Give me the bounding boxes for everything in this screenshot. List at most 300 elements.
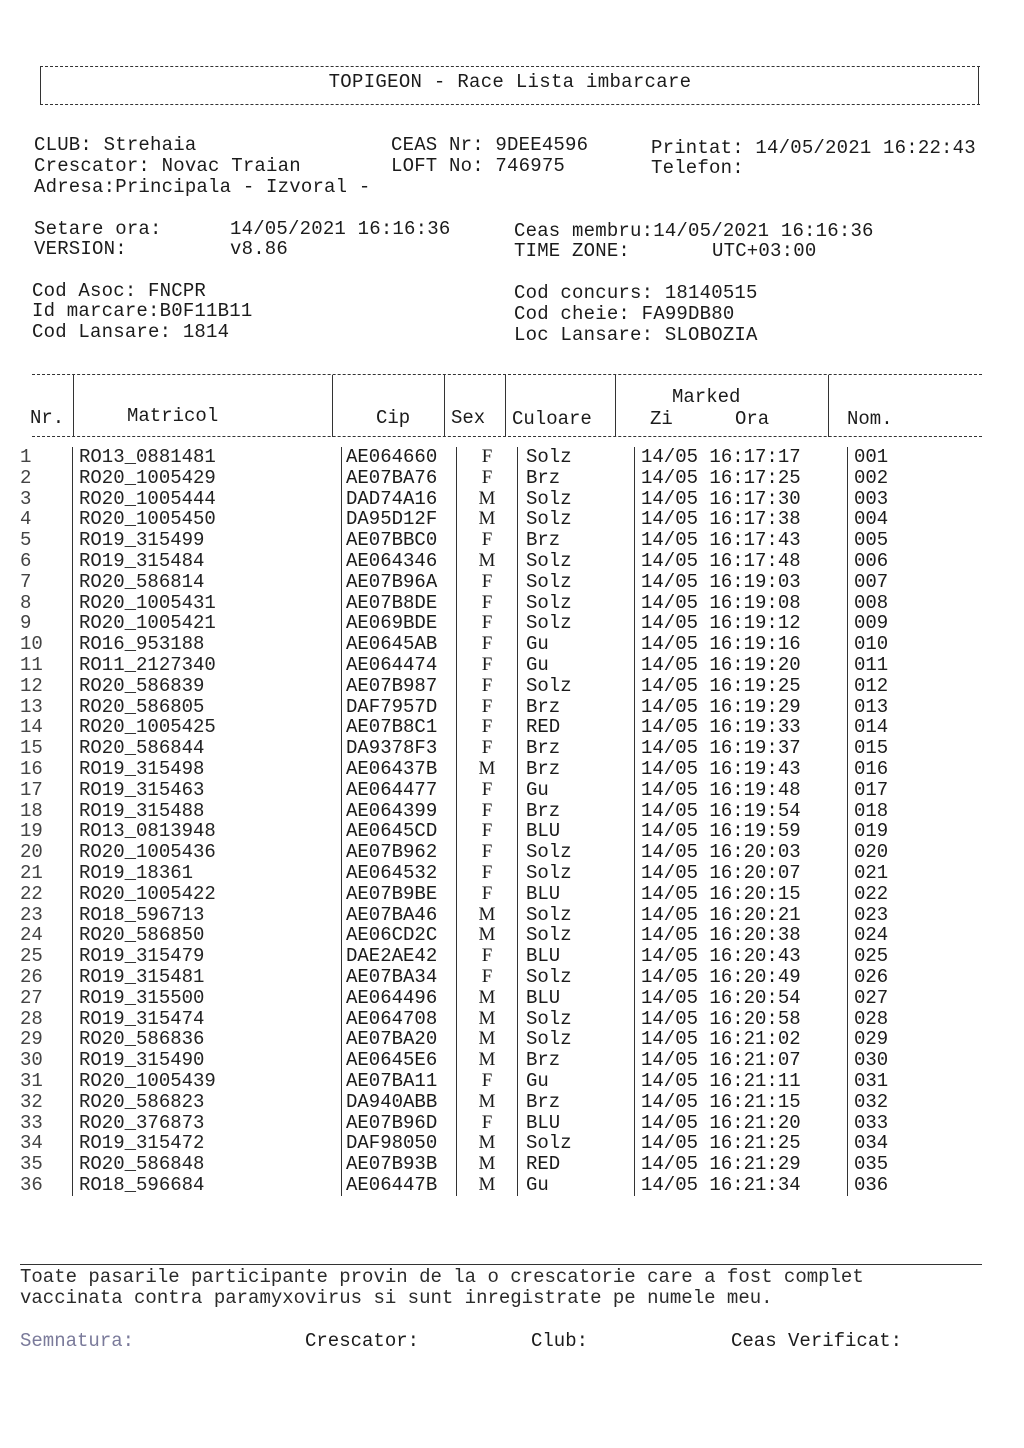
row-nr: 14 bbox=[20, 716, 43, 739]
row-culoare: Solz bbox=[518, 551, 635, 572]
row-sex: F bbox=[457, 530, 518, 551]
row-nr: 19 bbox=[20, 820, 43, 843]
row-nom: 009 bbox=[848, 613, 915, 634]
row-culoare: Gu bbox=[518, 1175, 635, 1196]
row-culoare: BLU bbox=[518, 884, 635, 905]
header-nom: Nom. bbox=[847, 408, 893, 430]
row-marked: 14/05 16:21:15 bbox=[635, 1092, 848, 1113]
row-cip: AE064399 bbox=[342, 801, 457, 822]
row-marked: 14/05 16:19:03 bbox=[635, 572, 848, 593]
row-matricol: RO20_1005431 bbox=[73, 593, 342, 614]
club: CLUB: Strehaia bbox=[34, 134, 197, 156]
row-culoare: Gu bbox=[518, 1071, 635, 1092]
row-sex: M bbox=[457, 1050, 518, 1071]
row-nr: 2 bbox=[20, 466, 32, 489]
row-cip: AE064532 bbox=[342, 863, 457, 884]
row-sex: F bbox=[457, 655, 518, 676]
row-sex: F bbox=[457, 697, 518, 718]
row-culoare: Solz bbox=[518, 613, 635, 634]
row-marked: 14/05 16:17:43 bbox=[635, 530, 848, 551]
time-zone-value: UTC+03:00 bbox=[712, 240, 817, 262]
row-nom: 032 bbox=[848, 1092, 915, 1113]
cod-asoc: Cod Asoc: FNCPR bbox=[32, 280, 207, 302]
row-cip: AE069BDE bbox=[342, 613, 457, 634]
row-sex: M bbox=[457, 1029, 518, 1050]
row-nom: 036 bbox=[848, 1175, 915, 1196]
row-sex: M bbox=[457, 905, 518, 926]
row-marked: 14/05 16:20:38 bbox=[635, 925, 848, 946]
row-matricol: RO19_315484 bbox=[73, 551, 342, 572]
row-nom: 003 bbox=[848, 489, 915, 510]
row-matricol: RO19_315463 bbox=[73, 780, 342, 801]
row-matricol: RO20_376873 bbox=[73, 1113, 342, 1134]
row-cip: DAE2AE42 bbox=[342, 946, 457, 967]
vaccination-statement-line1: Toate pasarile participante provin de la o crescatorie care a fost complet bbox=[20, 1266, 864, 1288]
row-matricol: RO20_1005444 bbox=[73, 489, 342, 510]
header-marked: Marked bbox=[672, 386, 741, 408]
table-row bbox=[20, 717, 914, 738]
row-culoare: Brz bbox=[518, 530, 635, 551]
row-matricol: RO11_2127340 bbox=[73, 655, 342, 676]
row-sex: M bbox=[457, 489, 518, 510]
row-culoare: Solz bbox=[518, 863, 635, 884]
row-nom: 007 bbox=[848, 572, 915, 593]
row-cip: DA940ABB bbox=[342, 1092, 457, 1113]
row-culoare: BLU bbox=[518, 821, 635, 842]
table-row bbox=[20, 1113, 914, 1134]
row-sex: M bbox=[457, 1009, 518, 1030]
vaccination-statement-line2: vaccinata contra paramyxovirus si sunt inregistrate pe numele meu. bbox=[20, 1287, 773, 1309]
row-nr: 15 bbox=[20, 737, 43, 760]
row-sex: M bbox=[457, 925, 518, 946]
row-culoare: RED bbox=[518, 1154, 635, 1175]
table-row bbox=[20, 1092, 914, 1113]
table-row bbox=[20, 1050, 914, 1071]
row-marked: 14/05 16:17:48 bbox=[635, 551, 848, 572]
row-matricol: RO20_586850 bbox=[73, 925, 342, 946]
row-matricol: RO20_586836 bbox=[73, 1029, 342, 1050]
row-cip: AE07BA46 bbox=[342, 905, 457, 926]
row-cip: AE0645AB bbox=[342, 634, 457, 655]
row-matricol: RO20_586814 bbox=[73, 572, 342, 593]
row-culoare: Gu bbox=[518, 780, 635, 801]
row-cip: AE064474 bbox=[342, 655, 457, 676]
header-matricol: Matricol bbox=[127, 405, 219, 427]
row-cip: DAF7957D bbox=[342, 697, 457, 718]
cod-lansare: Cod Lansare: 1814 bbox=[32, 321, 230, 343]
row-culoare: Solz bbox=[518, 1133, 635, 1154]
row-sex: M bbox=[457, 759, 518, 780]
header-cip: Cip bbox=[376, 407, 411, 429]
row-marked: 14/05 16:20:54 bbox=[635, 988, 848, 1009]
header-divider bbox=[73, 375, 74, 437]
row-nom: 033 bbox=[848, 1113, 915, 1134]
table-row bbox=[20, 509, 914, 530]
table-row bbox=[20, 821, 914, 842]
setare-ora-label: Setare ora: bbox=[34, 218, 162, 240]
row-nom: 017 bbox=[848, 780, 915, 801]
table-row bbox=[20, 530, 914, 551]
title-top-border bbox=[40, 66, 980, 67]
row-matricol: RO13_0881481 bbox=[73, 447, 342, 468]
row-matricol: RO18_596684 bbox=[73, 1175, 342, 1196]
row-nr: 26 bbox=[20, 965, 43, 988]
header-sex: Sex bbox=[451, 407, 486, 429]
row-marked: 14/05 16:21:34 bbox=[635, 1175, 848, 1196]
row-matricol: RO20_586844 bbox=[73, 738, 342, 759]
row-marked: 14/05 16:21:07 bbox=[635, 1050, 848, 1071]
crescator-label: Crescator: bbox=[305, 1330, 420, 1352]
row-sex: M bbox=[457, 1133, 518, 1154]
time-zone-label: TIME ZONE: bbox=[514, 240, 631, 262]
row-nr: 17 bbox=[20, 778, 43, 801]
row-culoare: Brz bbox=[518, 1050, 635, 1071]
ceas-membru: Ceas membru:14/05/2021 16:16:36 bbox=[514, 220, 874, 242]
row-nom: 023 bbox=[848, 905, 915, 926]
row-culoare: Solz bbox=[518, 676, 635, 697]
row-cip: DA95D12F bbox=[342, 509, 457, 530]
row-culoare: BLU bbox=[518, 1113, 635, 1134]
row-nom: 012 bbox=[848, 676, 915, 697]
header-divider bbox=[828, 375, 829, 437]
row-marked: 14/05 16:17:38 bbox=[635, 509, 848, 530]
row-matricol: RO20_586805 bbox=[73, 697, 342, 718]
row-cip: AE07B93B bbox=[342, 1154, 457, 1175]
table-row bbox=[20, 842, 914, 863]
row-matricol: RO20_586823 bbox=[73, 1092, 342, 1113]
row-matricol: RO19_18361 bbox=[73, 863, 342, 884]
row-sex: M bbox=[457, 1175, 518, 1196]
adresa: Adresa:Principala - Izvoral - bbox=[34, 176, 371, 198]
row-nom: 022 bbox=[848, 884, 915, 905]
row-marked: 14/05 16:19:43 bbox=[635, 759, 848, 780]
row-marked: 14/05 16:17:30 bbox=[635, 489, 848, 510]
row-marked: 14/05 16:19:29 bbox=[635, 697, 848, 718]
row-cip: AE07B8DE bbox=[342, 593, 457, 614]
row-culoare: Solz bbox=[518, 967, 635, 988]
table-row bbox=[20, 988, 914, 1009]
row-marked: 14/05 16:20:21 bbox=[635, 905, 848, 926]
cod-concurs: Cod concurs: 18140515 bbox=[514, 282, 758, 304]
row-marked: 14/05 16:19:25 bbox=[635, 676, 848, 697]
row-nr: 7 bbox=[20, 570, 32, 593]
table-row bbox=[20, 1071, 914, 1092]
row-culoare: Gu bbox=[518, 655, 635, 676]
header-nr: Nr. bbox=[30, 407, 65, 429]
telefon: Telefon: bbox=[651, 157, 744, 179]
table-row bbox=[20, 655, 914, 676]
ceas-nr: CEAS Nr: 9DEE4596 bbox=[391, 134, 589, 156]
row-cip: AE07B987 bbox=[342, 676, 457, 697]
header-zi: Zi bbox=[650, 408, 673, 430]
row-marked: 14/05 16:19:20 bbox=[635, 655, 848, 676]
table-row bbox=[20, 489, 914, 510]
row-nr: 9 bbox=[20, 612, 32, 635]
row-nom: 025 bbox=[848, 946, 915, 967]
row-marked: 14/05 16:21:20 bbox=[635, 1113, 848, 1134]
row-marked: 14/05 16:20:49 bbox=[635, 967, 848, 988]
row-nom: 001 bbox=[848, 447, 915, 468]
row-sex: F bbox=[457, 801, 518, 822]
row-culoare: RED bbox=[518, 717, 635, 738]
row-nr: 29 bbox=[20, 1028, 43, 1051]
row-cip: AE07BA76 bbox=[342, 468, 457, 489]
table-row bbox=[20, 884, 914, 905]
row-matricol: RO19_315472 bbox=[73, 1133, 342, 1154]
row-culoare: Brz bbox=[518, 1092, 635, 1113]
header-divider bbox=[332, 375, 333, 437]
row-sex: F bbox=[457, 780, 518, 801]
row-nom: 013 bbox=[848, 697, 915, 718]
row-nom: 031 bbox=[848, 1071, 915, 1092]
row-nom: 005 bbox=[848, 530, 915, 551]
table-row bbox=[20, 759, 914, 780]
table-row bbox=[20, 1029, 914, 1050]
row-nr: 27 bbox=[20, 986, 43, 1009]
row-matricol: RO19_315499 bbox=[73, 530, 342, 551]
header-ora: Ora bbox=[735, 408, 770, 430]
row-nr: 35 bbox=[20, 1153, 43, 1176]
row-nr: 24 bbox=[20, 924, 43, 947]
row-culoare: Solz bbox=[518, 509, 635, 530]
row-sex: F bbox=[457, 447, 518, 468]
row-sex: F bbox=[457, 884, 518, 905]
row-cip: AE064496 bbox=[342, 988, 457, 1009]
row-nr: 1 bbox=[20, 446, 32, 468]
row-culoare: Solz bbox=[518, 1029, 635, 1050]
row-matricol: RO19_315481 bbox=[73, 967, 342, 988]
row-nom: 026 bbox=[848, 967, 915, 988]
row-culoare: Brz bbox=[518, 697, 635, 718]
row-nom: 018 bbox=[848, 801, 915, 822]
row-cip: AE0645E6 bbox=[342, 1050, 457, 1071]
row-cip: AE0645CD bbox=[342, 821, 457, 842]
table-row bbox=[20, 676, 914, 697]
table-row bbox=[20, 863, 914, 884]
table-row bbox=[20, 634, 914, 655]
row-culoare: Brz bbox=[518, 468, 635, 489]
table-row bbox=[20, 447, 914, 468]
row-sex: F bbox=[457, 1113, 518, 1134]
row-sex: M bbox=[457, 988, 518, 1009]
header-divider bbox=[615, 375, 616, 437]
row-marked: 14/05 16:19:54 bbox=[635, 801, 848, 822]
row-culoare: Brz bbox=[518, 759, 635, 780]
row-cip: DAD74A16 bbox=[342, 489, 457, 510]
table-row bbox=[20, 697, 914, 718]
row-nom: 024 bbox=[848, 925, 915, 946]
table-row bbox=[20, 801, 914, 822]
row-matricol: RO19_315500 bbox=[73, 988, 342, 1009]
row-culoare: BLU bbox=[518, 946, 635, 967]
row-nr: 10 bbox=[20, 633, 43, 656]
row-nom: 035 bbox=[848, 1154, 915, 1175]
row-nr: 12 bbox=[20, 674, 43, 697]
row-nr: 8 bbox=[20, 591, 32, 614]
row-marked: 14/05 16:19:59 bbox=[635, 821, 848, 842]
table-row bbox=[20, 613, 914, 634]
row-culoare: Solz bbox=[518, 1009, 635, 1030]
club-label: Club: bbox=[531, 1330, 589, 1352]
row-nom: 030 bbox=[848, 1050, 915, 1071]
row-nom: 019 bbox=[848, 821, 915, 842]
row-marked: 14/05 16:20:58 bbox=[635, 1009, 848, 1030]
row-sex: F bbox=[457, 738, 518, 759]
row-matricol: RO20_1005425 bbox=[73, 717, 342, 738]
row-cip: AE07B9BE bbox=[342, 884, 457, 905]
row-nr: 16 bbox=[20, 757, 43, 780]
row-marked: 14/05 16:21:02 bbox=[635, 1029, 848, 1050]
row-sex: F bbox=[457, 863, 518, 884]
table-row bbox=[20, 468, 914, 489]
loc-lansare: Loc Lansare: SLOBOZIA bbox=[514, 324, 758, 346]
page-title: TOPIGEON - Race Lista imbarcare bbox=[328, 71, 692, 93]
row-culoare: Solz bbox=[518, 925, 635, 946]
row-sex: F bbox=[457, 967, 518, 988]
row-marked: 14/05 16:21:29 bbox=[635, 1154, 848, 1175]
row-nr: 11 bbox=[20, 653, 43, 676]
row-nom: 004 bbox=[848, 509, 915, 530]
row-nr: 34 bbox=[20, 1132, 43, 1155]
row-sex: F bbox=[457, 572, 518, 593]
table-row bbox=[20, 946, 914, 967]
row-nom: 021 bbox=[848, 863, 915, 884]
row-sex: F bbox=[457, 821, 518, 842]
row-nr: 31 bbox=[20, 1069, 43, 1092]
row-nom: 016 bbox=[848, 759, 915, 780]
row-nr: 22 bbox=[20, 882, 43, 905]
row-sex: M bbox=[457, 1092, 518, 1113]
header-divider bbox=[505, 375, 506, 437]
row-nr: 5 bbox=[20, 529, 32, 552]
row-nr: 32 bbox=[20, 1090, 43, 1113]
row-nom: 006 bbox=[848, 551, 915, 572]
row-culoare: Gu bbox=[518, 634, 635, 655]
row-cip: DAF98050 bbox=[342, 1133, 457, 1154]
row-culoare: Brz bbox=[518, 738, 635, 759]
row-cip: AE07BA34 bbox=[342, 967, 457, 988]
row-nr: 28 bbox=[20, 1007, 43, 1030]
row-cip: DA9378F3 bbox=[342, 738, 457, 759]
footer-rule bbox=[20, 1264, 982, 1265]
row-nr: 23 bbox=[20, 903, 43, 926]
loft-no: LOFT No: 746975 bbox=[391, 155, 566, 177]
row-sex: F bbox=[457, 717, 518, 738]
version-label: VERSION: bbox=[34, 238, 127, 260]
table-header-top-border bbox=[32, 374, 982, 375]
row-culoare: Solz bbox=[518, 572, 635, 593]
row-marked: 14/05 16:17:25 bbox=[635, 468, 848, 489]
row-cip: AE064477 bbox=[342, 780, 457, 801]
cod-cheie: Cod cheie: FA99DB80 bbox=[514, 303, 735, 325]
row-matricol: RO20_1005439 bbox=[73, 1071, 342, 1092]
row-nom: 002 bbox=[848, 468, 915, 489]
table-header-bottom-border bbox=[32, 436, 982, 437]
ceas-verificat-label: Ceas Verificat: bbox=[731, 1330, 903, 1352]
table-row bbox=[20, 1175, 914, 1196]
row-sex: F bbox=[457, 634, 518, 655]
row-cip: AE07BA20 bbox=[342, 1029, 457, 1050]
row-cip: AE06CD2C bbox=[342, 925, 457, 946]
row-cip: AE064708 bbox=[342, 1009, 457, 1030]
row-nom: 029 bbox=[848, 1029, 915, 1050]
row-nr: 25 bbox=[20, 945, 43, 968]
row-sex: F bbox=[457, 593, 518, 614]
row-marked: 14/05 16:19:08 bbox=[635, 593, 848, 614]
row-marked: 14/05 16:19:16 bbox=[635, 634, 848, 655]
row-matricol: RO20_1005429 bbox=[73, 468, 342, 489]
row-marked: 14/05 16:19:33 bbox=[635, 717, 848, 738]
row-sex: F bbox=[457, 1071, 518, 1092]
header-culoare: Culoare bbox=[512, 408, 592, 430]
row-nom: 011 bbox=[848, 655, 915, 676]
row-nom: 027 bbox=[848, 988, 915, 1009]
row-matricol: RO19_315490 bbox=[73, 1050, 342, 1071]
row-marked: 14/05 16:20:07 bbox=[635, 863, 848, 884]
row-culoare: Brz bbox=[518, 801, 635, 822]
row-matricol: RO20_1005436 bbox=[73, 842, 342, 863]
row-cip: AE064346 bbox=[342, 551, 457, 572]
row-nr: 33 bbox=[20, 1111, 43, 1134]
table-row bbox=[20, 967, 914, 988]
row-nr: 18 bbox=[20, 799, 43, 822]
row-nr: 13 bbox=[20, 695, 43, 718]
row-cip: AE064660 bbox=[342, 447, 457, 468]
table-row bbox=[20, 593, 914, 614]
row-sex: F bbox=[457, 468, 518, 489]
row-matricol: RO19_315488 bbox=[73, 801, 342, 822]
row-marked: 14/05 16:19:37 bbox=[635, 738, 848, 759]
row-nr: 36 bbox=[20, 1173, 43, 1196]
row-cip: AE07B8C1 bbox=[342, 717, 457, 738]
row-sex: M bbox=[457, 551, 518, 572]
row-nr: 30 bbox=[20, 1049, 43, 1072]
crescator: Crescator: Novac Traian bbox=[34, 155, 301, 177]
row-nom: 015 bbox=[848, 738, 915, 759]
row-culoare: Solz bbox=[518, 905, 635, 926]
row-matricol: RO19_315498 bbox=[73, 759, 342, 780]
row-matricol: RO13_0813948 bbox=[73, 821, 342, 842]
row-nom: 034 bbox=[848, 1133, 915, 1154]
row-sex: F bbox=[457, 676, 518, 697]
row-marked: 14/05 16:21:25 bbox=[635, 1133, 848, 1154]
row-nr: 4 bbox=[20, 508, 32, 531]
row-culoare: Solz bbox=[518, 842, 635, 863]
row-culoare: Solz bbox=[518, 489, 635, 510]
row-sex: M bbox=[457, 509, 518, 530]
row-cip: AE07B96D bbox=[342, 1113, 457, 1134]
row-matricol: RO20_586848 bbox=[73, 1154, 342, 1175]
row-culoare: Solz bbox=[518, 593, 635, 614]
table-row bbox=[20, 1133, 914, 1154]
row-matricol: RO20_586839 bbox=[73, 676, 342, 697]
version-value: v8.86 bbox=[230, 238, 289, 260]
printat: Printat: 14/05/2021 16:22:43 bbox=[651, 137, 976, 159]
row-matricol: RO19_315479 bbox=[73, 946, 342, 967]
row-cip: AE06437B bbox=[342, 759, 457, 780]
table-row bbox=[20, 551, 914, 572]
row-nom: 014 bbox=[848, 717, 915, 738]
pigeon-table bbox=[20, 447, 914, 1196]
table-row bbox=[20, 780, 914, 801]
row-cip: AE06447B bbox=[342, 1175, 457, 1196]
row-matricol: RO20_1005421 bbox=[73, 613, 342, 634]
row-nom: 010 bbox=[848, 634, 915, 655]
row-culoare: BLU bbox=[518, 988, 635, 1009]
id-marcare: Id marcare:B0F11B11 bbox=[32, 300, 253, 322]
row-cip: AE07BBC0 bbox=[342, 530, 457, 551]
title-bottom-border bbox=[40, 104, 980, 105]
